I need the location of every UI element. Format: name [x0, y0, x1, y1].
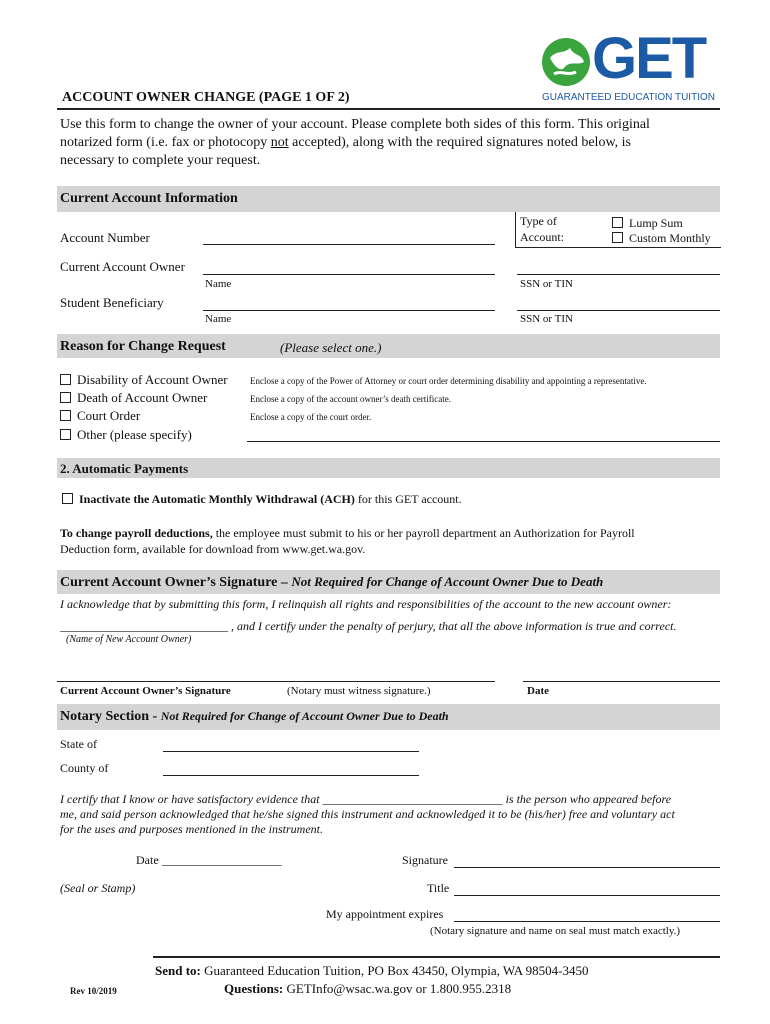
ach-option[interactable]: [62, 492, 462, 507]
notary-title-field[interactable]: [454, 895, 720, 896]
payroll-line-1: [60, 525, 635, 541]
new-owner-caption: (Name of New Account Owner): [66, 634, 192, 645]
intro-text: [60, 116, 720, 170]
appointment-field[interactable]: [454, 921, 720, 922]
notary-signature-label: Signature: [402, 853, 448, 867]
owner-name-caption: Name: [205, 278, 232, 290]
owner-name-field[interactable]: [203, 274, 495, 275]
notary-certify-1: I certify that I know or have satisfactory evidence that ______________________________ is the person who appeared before: [60, 792, 672, 806]
disability-checkbox[interactable]: [60, 374, 71, 385]
court-label: Court Order: [77, 408, 141, 423]
account-number-field[interactable]: [203, 244, 495, 245]
auto-payments-heading: 2. Automatic Payments: [60, 461, 189, 476]
court-checkbox[interactable]: [60, 410, 71, 421]
intro-line-1: Use this form to change the owner of your account. Please complete both sides of this form. This original: [60, 117, 650, 132]
disability-label: Disability of Account Owner: [77, 372, 228, 387]
notary-certify-text: [60, 792, 675, 837]
court-note: Enclose a copy of the court order.: [250, 412, 372, 422]
get-logo: [540, 26, 720, 106]
beneficiary-name-field[interactable]: [203, 310, 495, 311]
notary-certify-3: for the uses and purposes mentioned in the instrument.: [60, 822, 323, 836]
county-field[interactable]: [163, 775, 419, 776]
other-specify-field[interactable]: [247, 441, 720, 442]
logo-mark: GET: [592, 26, 706, 91]
owner-signature-label: Current Account Owner’s Signature: [60, 685, 231, 697]
intro-line-2a: notarized form (i.e. fax or photocopy: [60, 135, 271, 150]
notary-witness-note: (Notary must witness signature.): [287, 685, 431, 697]
custom-monthly-checkbox[interactable]: [612, 232, 623, 243]
beneficiary-label: Student Beneficiary: [60, 295, 164, 310]
reason-option-other[interactable]: [60, 427, 192, 443]
type-of-label-2: Account:: [520, 230, 564, 244]
lump-sum-label: Lump Sum: [629, 216, 683, 230]
certify-line: ____________________________ , and I certify under the penalty of perjury, that all the above information is true and correct.: [60, 619, 677, 633]
globe-icon: [540, 36, 592, 88]
county-label: County of: [60, 761, 109, 775]
beneficiary-ssn-field[interactable]: [517, 310, 720, 311]
notary-certify-2: me, and said person acknowledged that he/she signed this instrument and acknowledged it to be (his/her) free and voluntary act: [60, 807, 675, 821]
notary-title-label: Title: [427, 881, 450, 895]
intro-not: not: [270, 135, 289, 150]
death-checkbox[interactable]: [60, 392, 71, 403]
other-label: Other (please specify): [77, 427, 192, 442]
account-number-label: Account Number: [60, 230, 150, 245]
current-info-heading: Current Account Information: [60, 191, 238, 206]
payroll-text: [60, 525, 635, 557]
beneficiary-ssn-caption: SSN or TIN: [520, 313, 573, 325]
current-owner-label: Current Account Owner: [60, 259, 185, 274]
payroll-bold: To change payroll deductions,: [60, 526, 213, 540]
notary-heading-text: Notary Section -: [60, 709, 161, 724]
questions-label: Questions:: [224, 981, 284, 996]
beneficiary-name-caption: Name: [205, 313, 232, 325]
intro-line-2b: accepted), along with the required signatures noted below, is: [288, 135, 631, 150]
logo-tagline: GUARANTEED EDUCATION TUITION: [542, 92, 715, 103]
seal-label: (Seal or Stamp): [60, 881, 136, 895]
state-field[interactable]: [163, 751, 419, 752]
notary-date: [136, 853, 282, 868]
seal-note: (Notary signature and name on seal must match exactly.): [430, 925, 681, 937]
footer-rule: [153, 956, 720, 958]
reason-option-court[interactable]: [60, 408, 140, 424]
title-rule: [57, 108, 720, 110]
notary-signature-field[interactable]: [454, 867, 720, 868]
type-of-label-1: Type of: [520, 214, 557, 228]
ach-label-rest: for this GET account.: [354, 492, 462, 506]
custom-monthly-option[interactable]: [612, 231, 711, 246]
revision-label: Rev 10/2019: [70, 986, 117, 996]
notary-date-field[interactable]: ____________________: [161, 853, 282, 867]
death-label: Death of Account Owner: [77, 390, 208, 405]
reason-heading: Reason for Change Request: [60, 339, 226, 354]
ack-line: I acknowledge that by submitting this form, I relinquish all rights and responsibilities of the account to the new account owner:: [60, 597, 672, 611]
lump-sum-checkbox[interactable]: [612, 217, 623, 228]
reason-option-death[interactable]: [60, 390, 207, 406]
reason-option-disability[interactable]: [60, 372, 228, 388]
owner-signature-heading-note: Not Required for Change of Account Owner Due to Death: [291, 574, 604, 589]
other-checkbox[interactable]: [60, 429, 71, 440]
intro-line-2: [60, 134, 720, 152]
questions-contact: GETInfo@wsac.wa.gov or 1.800.955.2318: [283, 981, 512, 996]
notary-heading-note: Not Required for Change of Account Owner Due to Death: [160, 709, 449, 723]
owner-ssn-field[interactable]: [517, 274, 720, 275]
owner-date-field[interactable]: [523, 681, 720, 682]
send-to-label: Send to:: [155, 963, 201, 978]
notary-heading: [60, 709, 449, 725]
owner-signature-heading: [60, 574, 603, 591]
death-note: Enclose a copy of the account owner’s death certificate.: [250, 394, 451, 404]
page-title: ACCOUNT OWNER CHANGE (PAGE 1 OF 2): [62, 90, 350, 105]
ach-label-bold: Inactivate the Automatic Monthly Withdrawal (ACH): [79, 492, 355, 506]
payroll-rest: the employee must submit to his or her payroll department an Authorization for Payroll: [212, 526, 635, 540]
disability-note: Enclose a copy of the Power of Attorney or court order determining disability and appointing a representative.: [250, 376, 647, 386]
appointment-label: My appointment expires: [326, 907, 444, 921]
owner-signature-heading-text: Current Account Owner’s Signature –: [60, 575, 292, 590]
owner-ssn-caption: SSN or TIN: [520, 278, 573, 290]
send-to-address: Guaranteed Education Tuition, PO Box 43450, Olympia, WA 98504-3450: [200, 963, 589, 978]
owner-date-label: Date: [527, 685, 549, 697]
owner-signature-field[interactable]: [57, 681, 495, 682]
notary-date-label: Date: [136, 853, 159, 867]
reason-note: (Please select one.): [280, 340, 382, 355]
state-label: State of: [60, 737, 97, 751]
send-to-line: [155, 963, 588, 979]
intro-line-3: necessary to complete your request.: [60, 153, 261, 168]
questions-line: [224, 981, 511, 997]
lump-sum-option[interactable]: [612, 216, 683, 231]
payroll-line-2: Deduction form, available for download from www.get.wa.gov.: [60, 542, 366, 556]
custom-monthly-label: Custom Monthly: [629, 231, 711, 245]
ach-checkbox[interactable]: [62, 493, 73, 504]
